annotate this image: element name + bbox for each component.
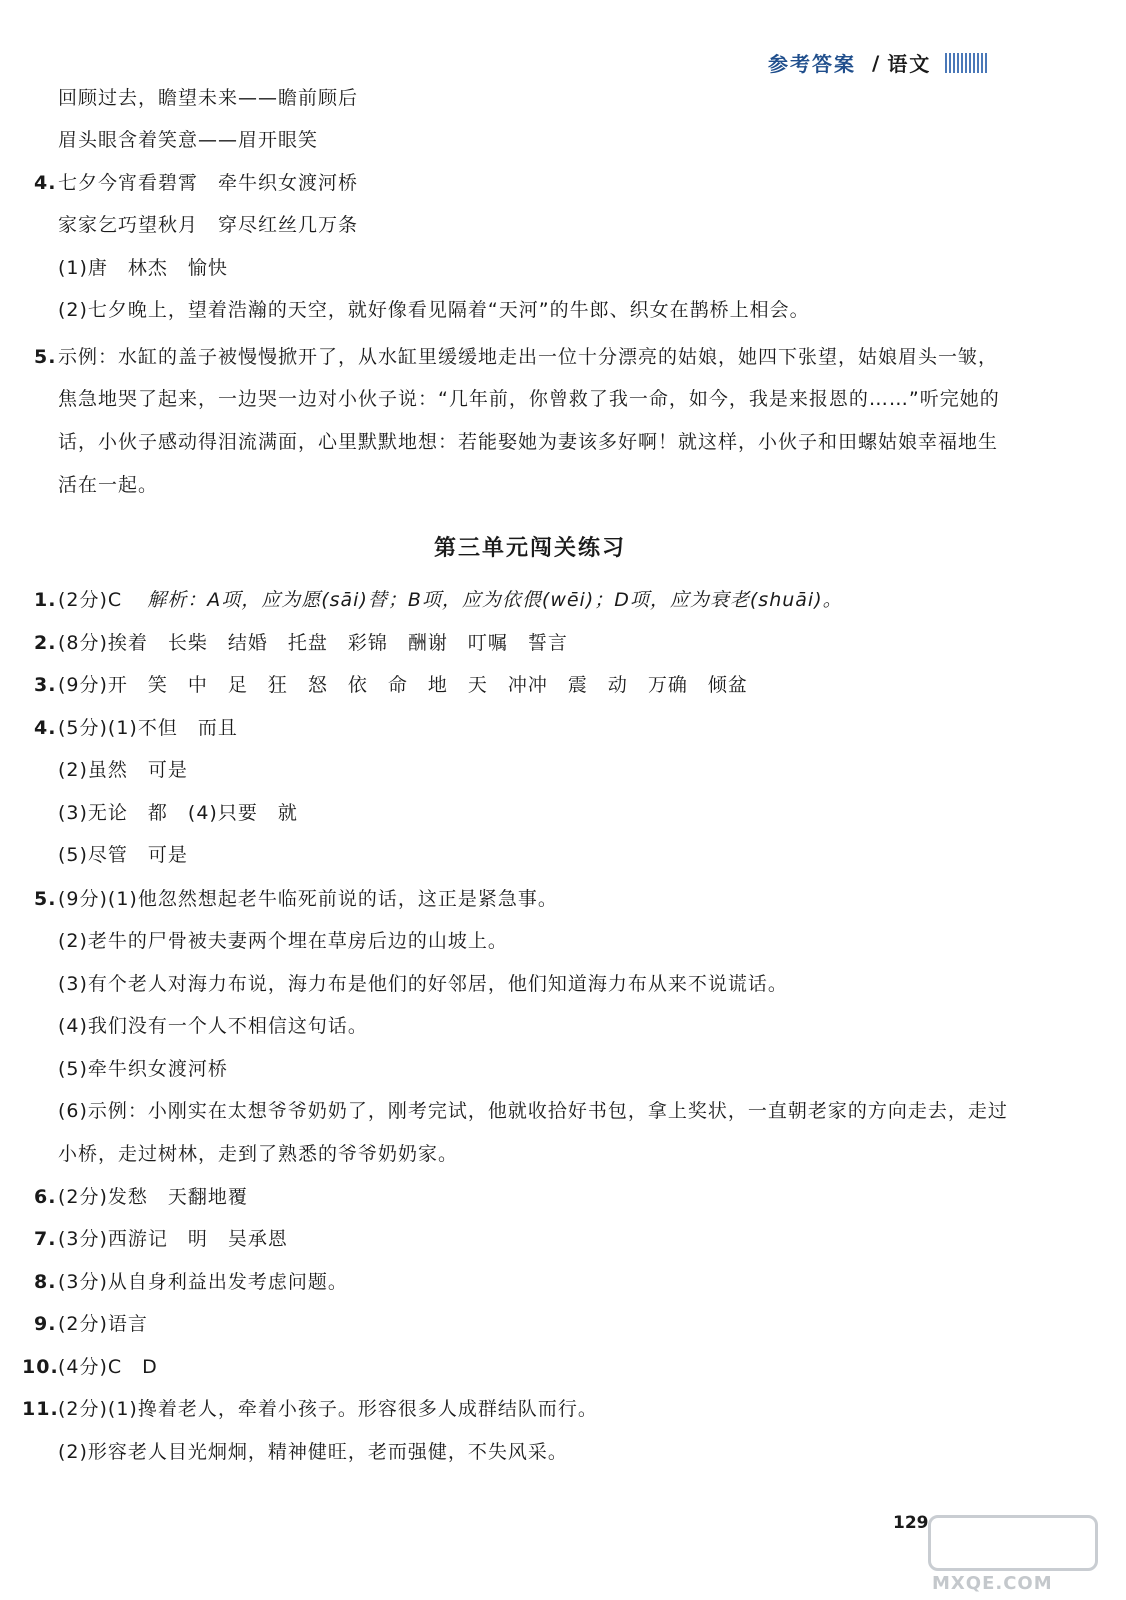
answer-line: (2)七夕晚上，望着浩瀚的天空，就好像看见隔着“天河”的牛郎、织女在鹊桥上相会。 xyxy=(58,299,810,321)
unit-title: 第三单元闯关练习 xyxy=(433,536,626,561)
answer-line: (3)有个老人对海力布说，海力布是他们的好邻居，他们知道海力布从来不说谎话。 xyxy=(58,973,788,995)
header-section: 参考答案 xyxy=(768,52,856,76)
question-number: 10. xyxy=(22,1356,59,1378)
answer-line: (3)无论 都 (4)只要 就 xyxy=(58,802,298,824)
answer-line: 小桥，走过树林，走到了熟悉的爷爷奶奶家。 xyxy=(58,1143,459,1165)
answer-line xyxy=(58,587,843,613)
answer-line: 七夕今宵看碧霄 牵牛织女渡河桥 xyxy=(58,172,359,194)
question-number: 11. xyxy=(22,1398,59,1420)
answer-line: (2分)发愁 天翻地覆 xyxy=(58,1186,248,1208)
answer-line: (5分)(1)不但 而且 xyxy=(58,717,238,739)
question-number: 3. xyxy=(34,674,57,696)
answer-line: (5)尽管 可是 xyxy=(58,844,188,866)
answer-line: (3分)西游记 明 吴承恩 xyxy=(58,1228,288,1250)
question-number: 4. xyxy=(34,717,57,739)
answer-line: 回顾过去，瞻望未来——瞻前顾后 xyxy=(58,87,359,109)
question-number: 7. xyxy=(34,1228,57,1250)
answer-line: (8分)挨着 长柴 结婚 托盘 彩锦 酬谢 叮嘱 誓言 xyxy=(58,632,568,654)
question-number: 4. xyxy=(34,172,57,194)
question-number: 2. xyxy=(34,632,57,654)
answer-line: 示例：水缸的盖子被慢慢掀开了，从水缸里缓缓地走出一位十分漂亮的姑娘，她四下张望，姑娘眉头一皱， xyxy=(58,346,999,368)
watermark-logo-icon xyxy=(928,1515,1098,1571)
question-number: 9. xyxy=(34,1313,57,1335)
answer-line: (6)示例：小刚实在太想爷爷奶奶了，刚考完试，他就收拾好书包，拿上奖状，一直朝老家的方向走去，走过 xyxy=(58,1100,1008,1122)
watermark-url: MXQE.COM xyxy=(932,1573,1053,1594)
answer-line: 话，小伙子感动得泪流满面，心里默默地想：若能娶她为妻该多好啊！就这样，小伙子和田螺姑娘幸福地生 xyxy=(58,431,999,453)
answer-line: (2)形容老人目光炯炯，精神健旺，老而强健，不失风采。 xyxy=(58,1441,568,1463)
answer-line: 活在一起。 xyxy=(58,474,159,496)
header-subject: 语文 xyxy=(887,52,932,76)
answer-line: (9分)(1)他忽然想起老牛临死前说的话，这正是紧急事。 xyxy=(58,888,558,910)
answer-line: (1)唐 林杰 愉快 xyxy=(58,257,228,279)
answer-text: (2分)C xyxy=(58,589,123,611)
answer-line: (3分)从自身利益出发考虑问题。 xyxy=(58,1271,348,1293)
answer-line: (9分)开 笑 中 足 狂 怒 依 命 地 天 冲冲 震 动 万确 倾盆 xyxy=(58,674,748,696)
answer-line: (2分)(1)搀着老人，牵着小孩子。形容很多人成群结队而行。 xyxy=(58,1398,598,1420)
header-separator: / xyxy=(872,50,880,75)
answer-line: (4分)C D xyxy=(58,1356,158,1378)
header-decoration xyxy=(945,53,987,73)
answer-line: 家家乞巧望秋月 穿尽红丝几万条 xyxy=(58,214,359,236)
watermark xyxy=(928,1515,1098,1595)
question-number: 5. xyxy=(34,346,57,368)
question-number: 6. xyxy=(34,1186,57,1208)
question-number: 5. xyxy=(34,888,57,910)
question-number: 1. xyxy=(34,589,57,611)
answer-line: (2分)语言 xyxy=(58,1313,148,1335)
answer-line: (2)老牛的尸骨被夫妻两个埋在草房后边的山坡上。 xyxy=(58,930,508,952)
page-number: 129 xyxy=(893,1513,929,1533)
explanation-text: 解析：A项，应为愿(sāi)替；B项，应为依偎(wēi)；D项，应为衰老(shuāi)。 xyxy=(147,589,843,611)
answer-line: (4)我们没有一个人不相信这句话。 xyxy=(58,1015,368,1037)
answer-line: (5)牵牛织女渡河桥 xyxy=(58,1058,228,1080)
page-header xyxy=(768,48,987,77)
question-number: 8. xyxy=(34,1271,57,1293)
answer-line: (2)虽然 可是 xyxy=(58,759,188,781)
answer-line: 焦急地哭了起来，一边哭一边对小伙子说：“几年前，你曾救了我一命，如今，我是来报恩的……”听完她的 xyxy=(58,388,1000,410)
answer-line: 眉头眼含着笑意——眉开眼笑 xyxy=(58,129,319,151)
